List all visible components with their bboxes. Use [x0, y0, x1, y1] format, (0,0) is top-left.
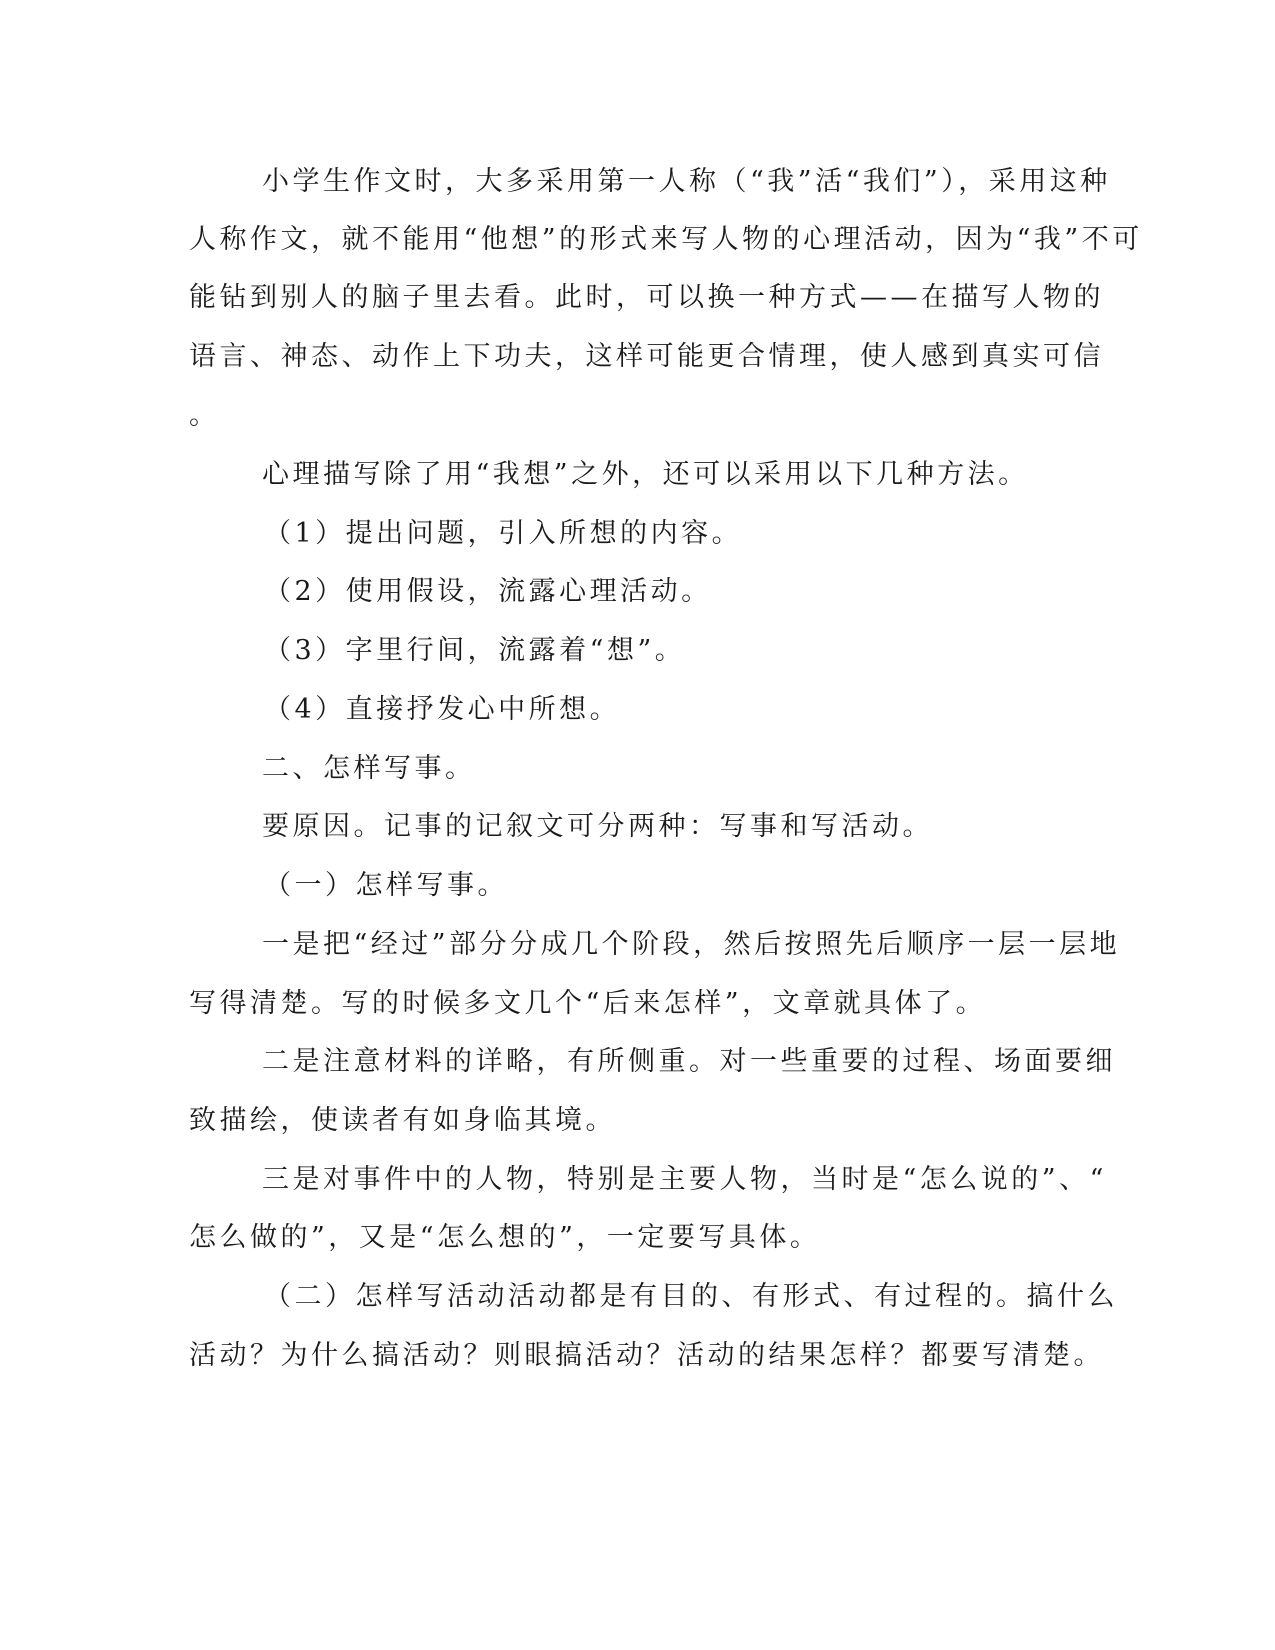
paragraph-line: 致描绘，使读者有如身临其境。: [189, 1105, 616, 1136]
subsection-heading: （一）怎样写事。: [264, 870, 508, 901]
paragraph-line: 能钻到别人的脑子里去看。此时，可以换一种方式——在描写人物的: [189, 282, 1104, 313]
paragraph-line: 。: [189, 400, 220, 431]
paragraph-line: 小学生作文时，大多采用第一人称（“我”活“我们”），采用这种: [262, 166, 1111, 197]
paragraph-line: 要原因。记事的记叙文可分两种：写事和写活动。: [262, 811, 933, 842]
paragraph-line: 二是注意材料的详略，有所侧重。对一些重要的过程、场面要细: [262, 1046, 1116, 1077]
list-item: （2）使用假设，流露心理活动。: [264, 576, 712, 607]
list-item: （4）直接抒发心中所想。: [264, 694, 621, 725]
paragraph-line: 三是对事件中的人物，特别是主要人物，当时是“怎么说的”、“: [262, 1164, 1107, 1195]
list-item: （1）提出问题，引入所想的内容。: [264, 518, 743, 549]
list-item: （3）字里行间，流露着“想”。: [264, 635, 686, 666]
paragraph-line: 一是把“经过”部分分成几个阶段，然后按照先后顺序一层一层地: [262, 929, 1121, 960]
paragraph-line: 心理描写除了用“我想”之外，还可以采用以下几种方法。: [262, 459, 1029, 490]
paragraph-line: 人称作文，就不能用“他想”的形式来写人物的心理活动，因为“我”不可: [189, 224, 1143, 255]
paragraph-line: 语言、神态、动作上下功夫，这样可能更合情理，使人感到真实可信: [189, 341, 1104, 372]
paragraph-line: 活动？为什么搞活动？则眼搞活动？活动的结果怎样？都要写清楚。: [189, 1340, 1104, 1371]
paragraph-line: 写得清楚。写的时候多文几个“后来怎样”，文章就具体了。: [189, 988, 987, 1019]
paragraph-line: （二）怎样写活动活动都是有目的、有形式、有过程的。搞什么: [264, 1281, 1118, 1312]
paragraph-line: 怎么做的”，又是“怎么想的”，一定要写具体。: [189, 1222, 821, 1253]
section-heading: 二、怎样写事。: [262, 753, 476, 784]
